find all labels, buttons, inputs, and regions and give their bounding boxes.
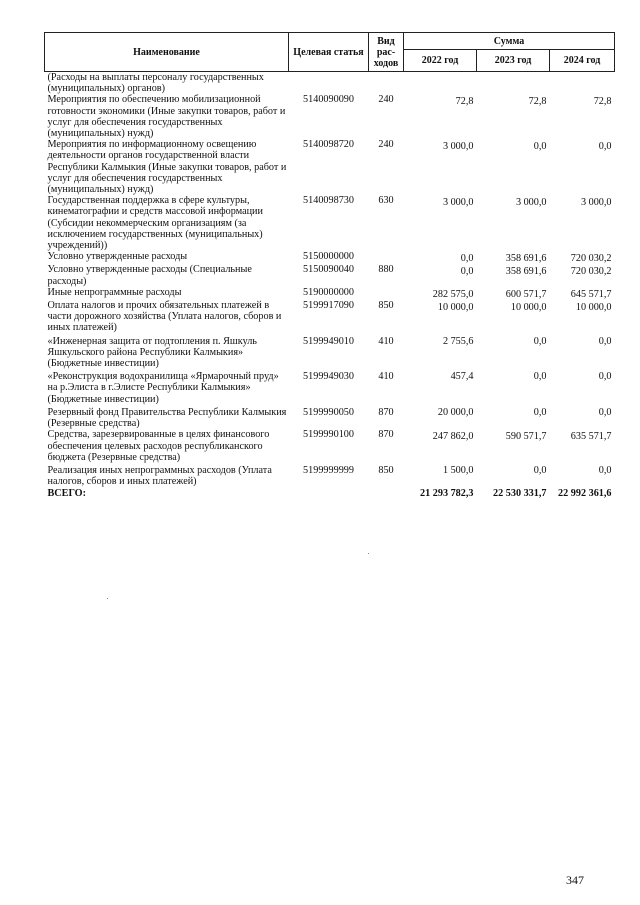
table-body — [45, 72, 615, 500]
scan-speck — [368, 553, 369, 554]
row-value-2023: 0,0 — [533, 371, 547, 383]
row-name: Условно утвержденные расходы — [47, 251, 188, 263]
table-row — [45, 72, 615, 95]
row-value-2023: 600 571,7 — [505, 288, 547, 300]
row-code: 5199999999 — [303, 464, 354, 476]
row-name: Мероприятия по обеспечению мобилизационной готовности экономики (Иные закупки товаров, работ и услуг для обеспечения государственных (муниципальных) нужд) — [47, 94, 286, 140]
row-value-2022: 282 575,0 — [432, 288, 474, 300]
row-value-2023: 72,8 — [528, 96, 547, 108]
row-value-2022: 2 755,6 — [442, 335, 474, 347]
total-value-2022: 21 293 782,3 — [420, 488, 474, 500]
table-row — [45, 139, 615, 195]
table-row — [45, 287, 615, 300]
row-value-2024: 635 571,7 — [570, 431, 612, 443]
row-name: Реализация иных непрограммных расходов (Уплата налогов, сборов и иных платежей) — [47, 464, 272, 488]
total-code-empty — [289, 487, 369, 499]
row-name: «Реконструкция водохранилища «Ярмарочный пруд» на р.Элиста в г.Элисте Республики Калмыкия» (Бюджетные инвестиции) — [47, 371, 279, 405]
table-row — [45, 463, 615, 487]
row-code: 5199990100 — [303, 429, 354, 441]
header-year-2022: 2022 год — [404, 50, 477, 72]
row-code: 5140098730 — [303, 195, 354, 207]
row-code: 5199949030 — [303, 371, 354, 383]
row-name: Мероприятия по информационному освещению деятельности органов государственной власти Республики Калмыкия (Иные закупки товаров, работ и услуг для обеспечения государственных (муниципальных) нужд) — [47, 139, 287, 196]
row-vid: 240 — [378, 139, 394, 151]
row-value-2022: 3 000,0 — [442, 141, 474, 153]
row-code: 5199917090 — [303, 300, 354, 312]
row-vid — [369, 287, 404, 300]
row-code: 5150090040 — [303, 264, 354, 276]
row-value-2023: 358 691,6 — [505, 266, 547, 278]
row-value-2023: 0,0 — [533, 464, 547, 476]
table-header — [45, 33, 615, 72]
row-name: Государственная поддержка в сфере культуры, кинематографии и средств массовой информации (Субсидии некоммерческим организациям (за исключением государственных (муниципальных) учреждений)) — [47, 195, 263, 252]
row-value-2023 — [477, 72, 550, 95]
header-code: Целевая статья — [289, 33, 369, 72]
header-year-2023: 2023 год — [477, 50, 550, 72]
row-vid — [369, 72, 404, 95]
table-row — [45, 264, 615, 286]
total-vid-empty — [369, 487, 404, 499]
row-name: Оплата налогов и прочих обязательных платежей в части дорожного хозяйства (Уплата налогов, сборов и иных платежей) — [47, 300, 282, 334]
row-value-2022: 0,0 — [460, 253, 474, 265]
row-vid: 240 — [378, 94, 394, 106]
row-value-2022 — [404, 72, 477, 95]
row-value-2022: 0,0 — [460, 266, 474, 278]
row-value-2024: 10 000,0 — [575, 302, 612, 314]
row-value-2024: 0,0 — [598, 464, 612, 476]
header-name: Наименование — [45, 33, 289, 72]
budget-table-sheet — [44, 32, 614, 500]
header-year-2024: 2024 год — [550, 50, 615, 72]
row-value-2022: 10 000,0 — [437, 302, 474, 314]
row-value-2024 — [550, 72, 615, 95]
page-number: 347 — [566, 873, 584, 887]
row-value-2022: 1 500,0 — [442, 464, 474, 476]
row-vid: 630 — [378, 195, 394, 207]
row-name: Условно утвержденные расходы (Специальные расходы) — [47, 264, 252, 287]
table-row — [45, 334, 615, 370]
row-value-2024: 0,0 — [598, 406, 612, 418]
table-row — [45, 251, 615, 264]
row-name: (Расходы на выплаты персоналу государственных (муниципальных) органов) — [47, 72, 264, 95]
row-name: Резервный фонд Правительства Республики Калмыкия (Резервные средства) — [47, 406, 287, 430]
row-value-2022: 72,8 — [455, 96, 474, 108]
row-value-2024: 72,8 — [593, 96, 612, 108]
row-code — [289, 72, 369, 95]
row-vid: 850 — [378, 464, 394, 476]
row-value-2023: 3 000,0 — [515, 197, 547, 209]
row-vid: 410 — [378, 371, 394, 383]
row-value-2024: 720 030,2 — [570, 253, 612, 265]
row-vid: 880 — [378, 264, 394, 276]
header-vid: Вид рас-ходов — [369, 33, 404, 72]
row-value-2024: 0,0 — [598, 335, 612, 347]
row-vid: 850 — [378, 300, 394, 312]
table-row — [45, 369, 615, 405]
table-row — [45, 195, 615, 251]
row-value-2024: 0,0 — [598, 371, 612, 383]
table-row — [45, 94, 615, 139]
row-code: 5140098720 — [303, 139, 354, 151]
budget-table — [44, 32, 615, 500]
row-value-2024: 720 030,2 — [570, 266, 612, 278]
scan-speck — [107, 598, 108, 599]
row-code: 5199990050 — [303, 406, 354, 418]
row-value-2022: 457,4 — [450, 371, 474, 383]
row-code: 5190000000 — [303, 286, 354, 298]
row-value-2022: 20 000,0 — [437, 406, 474, 418]
row-vid: 410 — [378, 335, 394, 347]
row-code: 5199949010 — [303, 335, 354, 347]
row-value-2023: 590 571,7 — [505, 431, 547, 443]
row-vid: 870 — [378, 429, 394, 441]
row-value-2024: 0,0 — [598, 141, 612, 153]
row-value-2023: 10 000,0 — [510, 302, 547, 314]
row-name: «Инженерная защита от подтопления п. Яшкуль Яшкульского района Республики Калмыкия» (Бюджетные инвестиции) — [47, 335, 257, 370]
total-value-2023: 22 530 331,7 — [493, 488, 547, 500]
row-value-2023: 0,0 — [533, 406, 547, 418]
table-row — [45, 405, 615, 429]
total-row — [45, 487, 615, 499]
total-label: ВСЕГО: — [47, 488, 86, 500]
table-row — [45, 429, 615, 463]
row-value-2024: 645 571,7 — [570, 288, 612, 300]
row-name: Средства, зарезервированные в целях финансового обеспечения целевых расходов республиканского бюджета (Резервные средства) — [47, 429, 270, 463]
row-vid: 870 — [378, 406, 394, 418]
row-code: 5150000000 — [303, 251, 354, 263]
row-vid — [369, 251, 404, 264]
row-value-2023: 0,0 — [533, 141, 547, 153]
table-row — [45, 300, 615, 334]
total-value-2024: 22 992 361,6 — [558, 488, 612, 500]
row-name: Иные непрограммные расходы — [47, 286, 182, 298]
row-value-2023: 358 691,6 — [505, 253, 547, 265]
row-value-2022: 3 000,0 — [442, 197, 474, 209]
row-code: 5140090090 — [303, 94, 354, 106]
header-sum: Сумма — [404, 33, 615, 50]
row-value-2022: 247 862,0 — [432, 431, 474, 443]
row-value-2023: 0,0 — [533, 335, 547, 347]
row-value-2024: 3 000,0 — [580, 197, 612, 209]
